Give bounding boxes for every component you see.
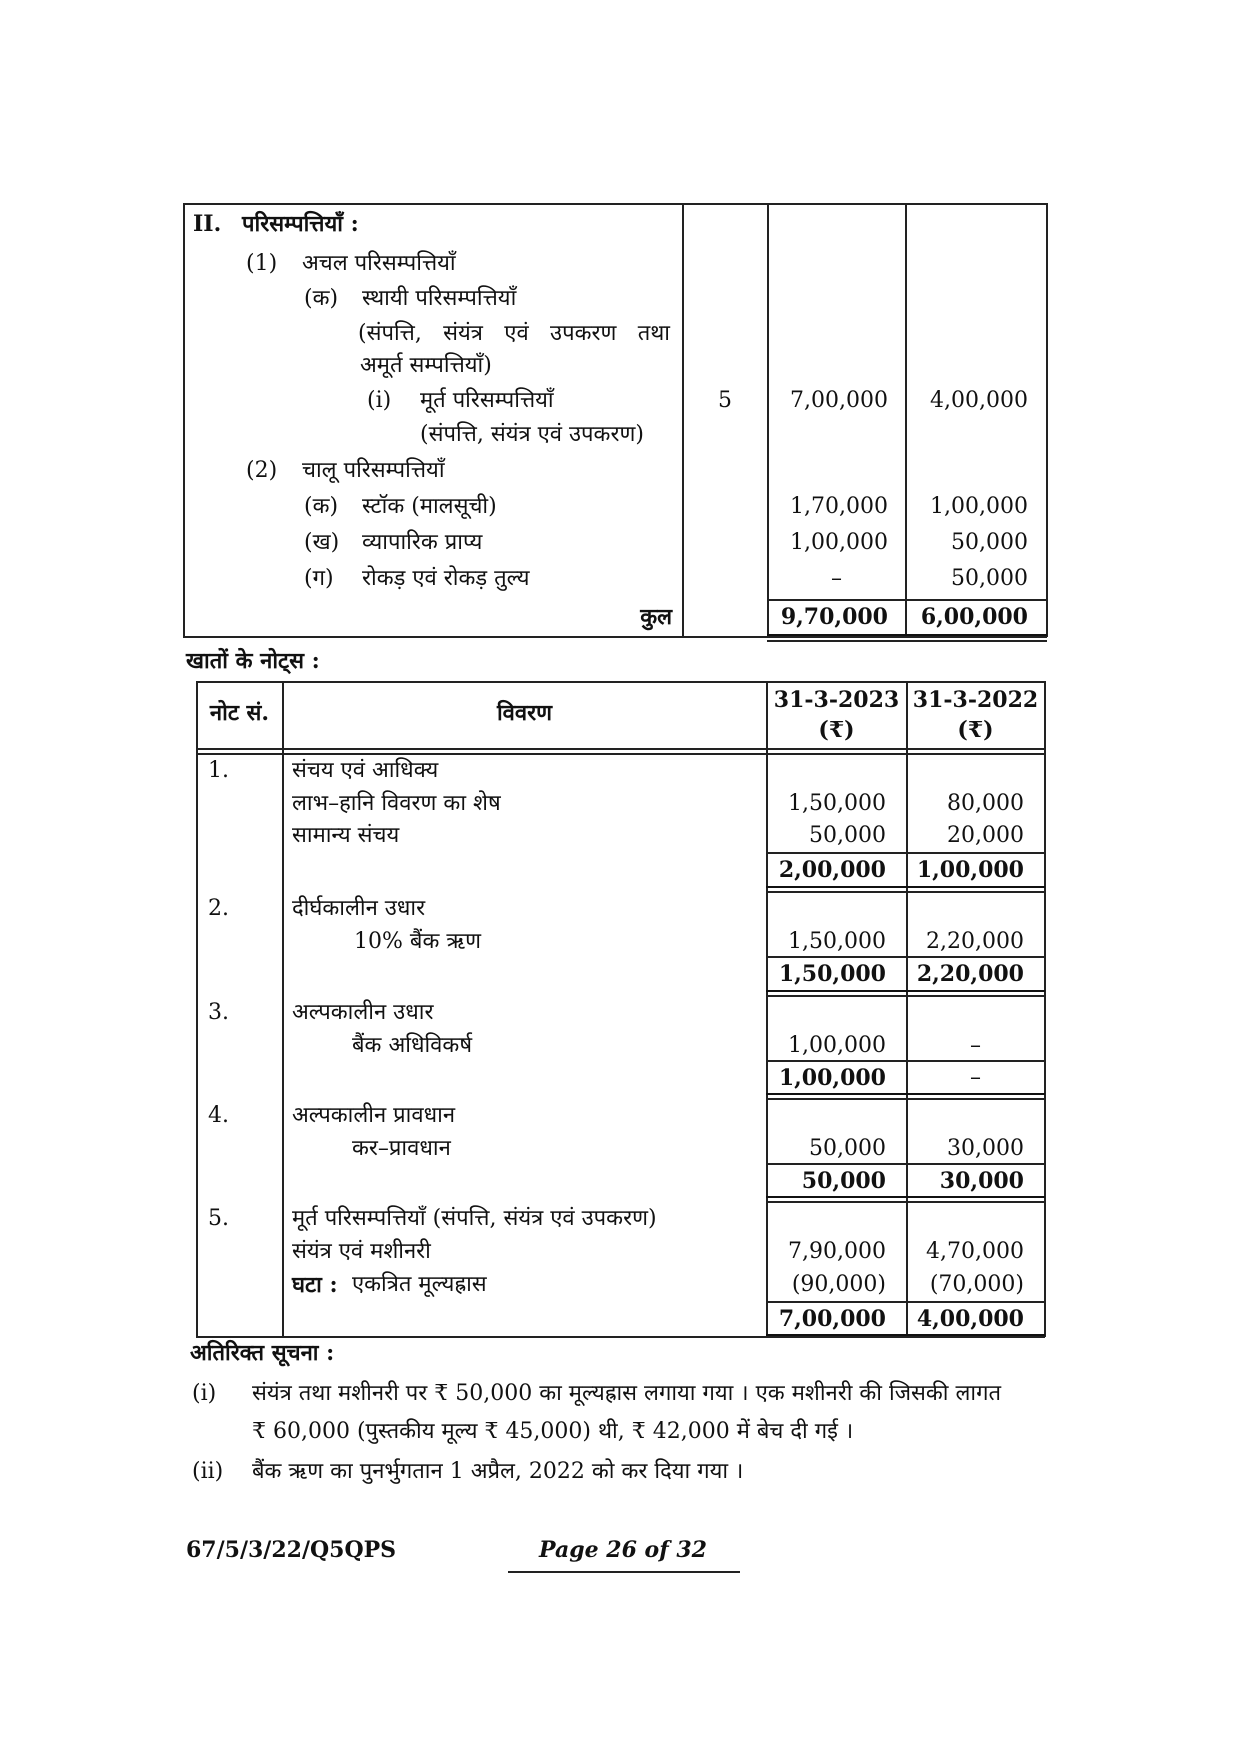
receivables-2023: 1,00,000	[790, 530, 888, 555]
note-line-2023: 50,000	[809, 823, 886, 848]
tangible-label: मूर्त परिसम्पत्तियाँ	[420, 388, 554, 413]
note-total-2022: 30,000	[939, 1168, 1024, 1194]
total-rule	[766, 990, 1045, 992]
tangible-desc: (संपत्ति, संयंत्र एवं उपकरण)	[420, 422, 644, 447]
total-2023: 9,70,000	[780, 604, 888, 630]
fixed-desc: (संपत्ति, संयंत्र एवं उपकरण तथा	[358, 321, 670, 346]
note-line-2022: (70,000)	[929, 1272, 1024, 1297]
subtotal-rule	[766, 1301, 1045, 1303]
total-rule	[766, 995, 1045, 997]
tangible-2022: 4,00,000	[930, 388, 1028, 413]
note-line-label: सामान्य संचय	[292, 823, 400, 848]
noncurrent-label: अचल परिसम्पत्तियाँ	[302, 251, 456, 276]
note-heading: मूर्त परिसम्पत्तियाँ (संपत्ति, संयंत्र एवं उपकरण)	[292, 1206, 657, 1231]
col-2023-header: 31-3-2023	[773, 687, 900, 713]
tangible-2023: 7,00,000	[790, 388, 888, 413]
note-line-label: लाभ–हानि विवरण का शेष	[292, 791, 501, 816]
total-rule	[766, 1201, 1045, 1203]
additional-item-line: संयंत्र तथा मशीनरी पर ₹ 50,000 का मूल्यह्रास लगाया गया । एक मशीनरी की जिसकी लागत	[252, 1381, 1002, 1406]
additional-item-num: (ii)	[192, 1459, 224, 1484]
stock-2023: 1,70,000	[790, 494, 888, 519]
notes-border-top	[196, 681, 1045, 683]
note-total-2023: 1,50,000	[778, 961, 886, 987]
additional-item-line: ₹ 60,000 (पुस्तकीय मूल्य ₹ 45,000) थी, ₹ 42,000 में बेच दी गई ।	[252, 1419, 854, 1444]
total-label: कुल	[640, 604, 672, 630]
note-heading: संचय एवं आधिक्य	[292, 758, 439, 783]
current-num: (2)	[246, 458, 278, 483]
col-particulars-header: विवरण	[496, 700, 553, 726]
subtotal-rule	[766, 1163, 1045, 1165]
note-line-label: 10% बैंक ऋण	[354, 929, 482, 954]
subtotal-rule	[766, 956, 1045, 958]
total-double-rule	[767, 640, 1047, 642]
note-num: 4.	[208, 1103, 229, 1128]
note-line-label: कर–प्रावधान	[352, 1136, 451, 1161]
fixed-label: स्थायी परिसम्पत्तियाँ	[362, 286, 517, 311]
cash-label: रोकड़ एवं रोकड़ तुल्य	[362, 566, 530, 591]
subtotal-rule	[766, 852, 1045, 854]
note-line-2022: 30,000	[947, 1136, 1024, 1161]
note-line-label: संयंत्र एवं मशीनरी	[292, 1239, 431, 1264]
col-2023-currency: (₹)	[818, 717, 855, 743]
receivables-2022: 50,000	[951, 530, 1028, 555]
assets-heading: परिसम्पत्तियाँ :	[242, 211, 359, 237]
notes-border-left	[196, 681, 198, 1337]
note-line-2023: 1,50,000	[788, 929, 886, 954]
fixed-num: (क)	[304, 286, 339, 311]
notes-border-right	[1044, 681, 1046, 1337]
note-line-2022: 80,000	[947, 791, 1024, 816]
col-divider	[682, 203, 684, 637]
note-line-2023: 1,50,000	[788, 791, 886, 816]
additional-item-num: (i)	[192, 1381, 217, 1406]
page-number-underline	[508, 1571, 740, 1573]
note-total-2023: 2,00,000	[778, 857, 886, 883]
total-double-rule	[767, 634, 1047, 636]
note-total-2022: 2,20,000	[916, 961, 1024, 987]
total-rule	[766, 1098, 1045, 1100]
total-2022: 6,00,000	[920, 604, 1028, 630]
additional-title: अतिरिक्त सूचना :	[190, 1340, 335, 1366]
note-line-label: बैंक अधिविकर्ष	[352, 1033, 473, 1058]
additional-item-line: बैंक ऋण का पुनर्भुगतान 1 अप्रैल, 2022 को कर दिया गया ।	[252, 1459, 744, 1484]
note-total-2023: 7,00,000	[778, 1306, 886, 1332]
note-line-2023: (90,000)	[791, 1272, 886, 1297]
table-border-top	[183, 203, 1047, 205]
stock-label: स्टॉक (मालसूची)	[362, 494, 497, 519]
cash-2022: 50,000	[951, 566, 1028, 591]
paper-code: 67/5/3/22/Q5QPS	[186, 1537, 397, 1563]
note-heading: अल्पकालीन उधार	[292, 1000, 434, 1025]
cash-num: (ग)	[304, 566, 334, 591]
note-heading: दीर्घकालीन उधार	[292, 896, 426, 921]
note-num: 3.	[208, 1000, 229, 1025]
note-line-2022: 20,000	[947, 823, 1024, 848]
note-line-2022: 4,70,000	[926, 1239, 1024, 1264]
note-line-label: एकत्रित मूल्यह्रास	[352, 1272, 487, 1297]
col-note-header: नोट सं.	[209, 700, 270, 726]
note-heading: अल्पकालीन प्रावधान	[292, 1103, 456, 1128]
table-border-right	[1046, 203, 1048, 637]
header-rule	[196, 748, 1045, 750]
cash-2023: –	[831, 566, 842, 591]
note-total-2023: 1,00,000	[778, 1065, 886, 1091]
receivables-label: व्यापारिक प्राप्य	[362, 530, 483, 555]
header-rule	[196, 753, 1045, 755]
col-2022-currency: (₹)	[957, 717, 994, 743]
receivables-num: (ख)	[304, 530, 340, 555]
subtotal-rule	[766, 1060, 1045, 1062]
col-divider	[905, 203, 907, 637]
fixed-desc: अमूर्त सम्पत्तियाँ)	[360, 353, 492, 378]
col-2022-header: 31-3-2022	[912, 687, 1039, 713]
less-label: घटा :	[292, 1272, 338, 1298]
table-border-left	[183, 203, 185, 637]
noncurrent-num: (1)	[246, 251, 278, 276]
note-line-2023: 1,00,000	[788, 1033, 886, 1058]
stock-2022: 1,00,000	[930, 494, 1028, 519]
page-number: Page 26 of 32	[539, 1537, 707, 1563]
total-rule	[766, 886, 1045, 888]
total-rule	[766, 1334, 1045, 1336]
col-divider	[282, 681, 284, 1337]
note-num: 2.	[208, 896, 229, 921]
note-total-2023: 50,000	[801, 1168, 886, 1194]
note-line-2022: 2,20,000	[926, 929, 1024, 954]
total-rule	[766, 891, 1045, 893]
tangible-note: 5	[718, 388, 732, 413]
note-total-2022: 1,00,000	[916, 857, 1024, 883]
note-line-2022: –	[970, 1033, 981, 1058]
tangible-num: (i)	[367, 388, 392, 413]
note-total-2022: 4,00,000	[916, 1306, 1024, 1332]
notes-title: खातों के नोट्स :	[186, 648, 320, 674]
note-num: 1.	[208, 758, 229, 783]
note-line-2023: 7,90,000	[788, 1239, 886, 1264]
assets-heading-num: II.	[193, 211, 222, 237]
stock-num: (क)	[304, 494, 339, 519]
total-rule	[766, 1196, 1045, 1198]
note-line-2023: 50,000	[809, 1136, 886, 1161]
note-num: 5.	[208, 1206, 229, 1231]
current-label: चालू परिसम्पत्तियाँ	[302, 458, 445, 483]
note-total-2022: –	[970, 1065, 981, 1090]
total-rule	[767, 599, 1047, 601]
total-rule	[766, 1093, 1045, 1095]
